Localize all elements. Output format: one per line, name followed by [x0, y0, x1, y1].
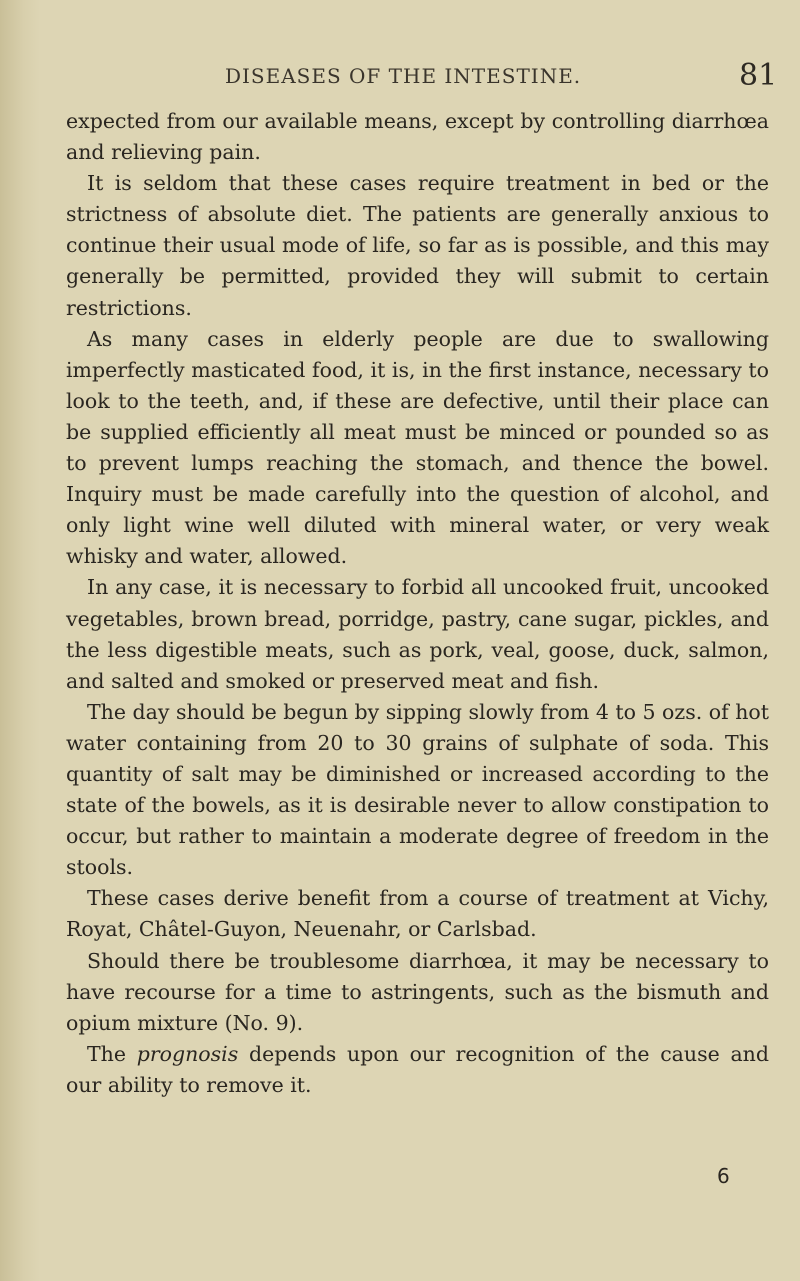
body-text: [66, 106, 769, 1101]
paragraph: These cases derive benefit from a course of treatment at Vichy, Royat, Châtel-Guyon, Neuenahr, or Carlsbad.: [66, 886, 769, 942]
paragraph-prognosis: [66, 1039, 769, 1101]
signature-mark: 6: [717, 1164, 730, 1188]
running-head: [0, 58, 800, 98]
paragraph: The day should be begun by sipping slowly from 4 to 5 ozs. of hot water containing from 20 to 30 grains of sulphate of soda. This quantity of salt may be diminished or increased according to the state of the bowels, as it is desirable never to allow constipation to occur, but rather to maintain a moderate degree of freedom in the stools.: [66, 699, 769, 880]
running-title: DISEASES OF THE INTESTINE.: [225, 64, 582, 88]
paragraph: In any case, it is necessary to forbid all uncooked fruit, uncooked vegetables, brown bread, porridge, pastry, cane sugar, pickles, and the less digestible meats, such as pork, veal, goose, duck, salmon, and salted and smoked or preserved meat and fish.: [66, 575, 769, 693]
paragraph: As many cases in elderly people are due to swallowing imperfectly masticated food, it is, in the first instance, necessary to look to the teeth, and, if these are defective, until their place can be supplied efficiently all meat must be minced or pounded so as to prevent lumps reaching the stomach, and thence the bowel. Inquiry must be made carefully into the question of alcohol, and only light wine well diluted with mineral water, or very weak whisky and water, allowed.: [66, 326, 769, 569]
paragraph: expected from our available means, except by controlling diarrhœa and relieving pain.: [66, 109, 769, 165]
page-number: 81: [739, 58, 778, 93]
prognosis-italic-term: prognosis: [136, 1041, 239, 1066]
prognosis-rest-text: depends upon our recognition of the cause and our ability to remove it.: [66, 1041, 769, 1097]
prognosis-lead-text: The: [87, 1041, 137, 1066]
paragraph: Should there be troublesome diarrhœa, it may be necessary to have recourse for a time to astringents, such as the bismuth and opium mixture (No. 9).: [66, 948, 769, 1035]
paragraph: It is seldom that these cases require treatment in bed or the strictness of absolute diet. The patients are generally anxious to continue their usual mode of life, so far as is possible, and this may generally be permitted, provided they will submit to certain restrictions.: [66, 171, 769, 320]
